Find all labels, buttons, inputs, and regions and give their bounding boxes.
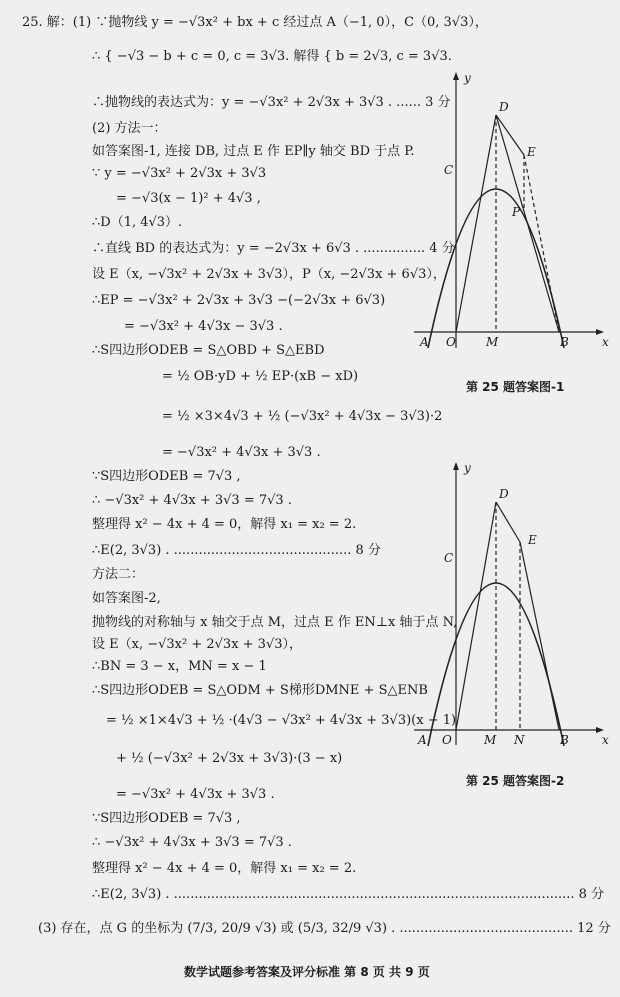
label-A: A <box>420 335 429 349</box>
label-B: B <box>560 733 569 747</box>
figure-1-caption: 第 25 题答案图-1 <box>466 380 565 394</box>
label-D: D <box>499 100 509 114</box>
solution-line: 整理得 x² − 4x + 4 = 0，解得 x₁ = x₂ = 2. <box>92 517 357 532</box>
label-E: E <box>527 145 536 159</box>
solution-line: (2) 方法一： <box>92 121 167 136</box>
label-O: O <box>446 335 456 349</box>
label-C: C <box>444 551 454 565</box>
parabola-figure-1 <box>408 70 618 352</box>
label-A: A <box>418 733 427 747</box>
label-P: P <box>512 205 521 219</box>
solution-line: 设 E（x, −√3x² + 2√3x + 3√3）， <box>92 637 303 652</box>
solution-line: ∴ { −√3 − b + c = 0, c = 3√3. 解得 { b = 2√3, c = 3√3. <box>92 49 452 64</box>
label-x: x <box>602 733 609 747</box>
label-O: O <box>442 733 452 747</box>
segment-OD <box>456 502 496 730</box>
solution-line: = ½ ×3×4√3 + ½ (−√3x² + 4√3x − 3√3)·2 <box>162 409 443 424</box>
solution-line: = −√3x² + 4√3x + 3√3 . <box>162 445 321 460</box>
figure-2-caption: 第 25 题答案图-2 <box>466 774 565 788</box>
solution-line: ∴ −√3x² + 4√3x + 3√3 = 7√3 . <box>92 493 292 508</box>
solution-line: ∵S四边形ODEB = 7√3 , <box>92 469 241 484</box>
solution-line: 设 E（x, −√3x² + 2√3x + 3√3），P（x, −2√3x + 6√3）， <box>92 267 446 282</box>
solution-line: ∵S四边形ODEB = 7√3 , <box>92 811 241 826</box>
solution-line: ∴E(2, 3√3) . ........................................... 8 分 <box>92 543 381 558</box>
label-D: D <box>499 487 509 501</box>
solution-line: ∴E(2, 3√3) . ................................................................................................. 8 分 <box>92 887 605 902</box>
label-x: x <box>602 335 609 349</box>
solution-line: 如答案图-1, 连接 DB, 过点 E 作 EP∥y 轴交 BD 于点 P. <box>92 144 415 159</box>
solution-line: 整理得 x² − 4x + 4 = 0，解得 x₁ = x₂ = 2. <box>92 861 357 876</box>
label-M: M <box>486 335 499 349</box>
y-arrow <box>453 462 459 470</box>
label-E: E <box>528 533 537 547</box>
solution-line: ∵ y = −√3x² + 2√3x + 3√3 <box>92 166 267 181</box>
label-y: y <box>464 461 471 475</box>
y-arrow <box>453 72 459 80</box>
solution-line: = ½ OB·yD + ½ EP·(xB − xD) <box>162 369 359 384</box>
solution-line: ∴抛物线的表达式为：y = −√3x² + 2√3x + 3√3 . ...... 3 分 <box>92 95 451 110</box>
solution-line: = ½ ×1×4√3 + ½ ·(4√3 − √3x² + 4√3x + 3√3)(x − 1) <box>106 713 457 728</box>
solution-line: + ½ (−√3x² + 2√3x + 3√3)·(3 − x) <box>116 751 343 766</box>
label-M: M <box>484 733 497 747</box>
solution-line: (3) 存在，点 G 的坐标为 (7/3, 20/9 √3) 或 (5/3, 32/9 √3) . .......................................... 12 分 <box>38 921 611 936</box>
solution-line: ∴S四边形ODEB = S△ODM + S梯形DMNE + S△ENB <box>92 683 428 698</box>
solution-line: ∴直线 BD 的表达式为：y = −2√3x + 6√3 . ............... 4 分 <box>92 241 455 256</box>
solution-line: = −√3x² + 4√3x − 3√3 . <box>124 319 283 334</box>
solution-line: = −√3x² + 4√3x + 3√3 . <box>116 787 275 802</box>
label-B: B <box>560 335 569 349</box>
label-y: y <box>464 71 471 85</box>
parabola-curve <box>428 189 564 348</box>
solution-line: 抛物线的对称轴与 x 轴交于点 M，过点 E 作 EN⊥x 轴于点 N, <box>92 615 458 630</box>
segment-EB <box>520 542 559 730</box>
segment-OD <box>456 115 496 332</box>
solution-line: ∴EP = −√3x² + 2√3x + 3√3 −(−2√3x + 6√3) <box>92 293 386 308</box>
label-N: N <box>514 733 525 747</box>
parabola-figure-2 <box>408 460 618 750</box>
solution-line: ∴BN = 3 − x，MN = x − 1 <box>92 659 267 674</box>
solution-line: ∴D（1, 4√3）. <box>92 215 183 230</box>
page-footer: 数学试题参考答案及评分标准 第 8 页 共 9 页 <box>184 965 430 979</box>
solution-line: 方法二： <box>92 567 145 582</box>
segment-DE <box>496 502 520 542</box>
solution-line: 25. 解：(1) ∵抛物线 y = −√3x² + bx + c 经过点 A（−1, 0），C（0, 3√3）， <box>22 15 488 30</box>
label-C: C <box>444 163 454 177</box>
segment-DE <box>496 115 524 155</box>
solution-line: 如答案图-2, <box>92 591 161 606</box>
solution-line: = −√3(x − 1)² + 4√3 , <box>116 191 261 206</box>
solution-line: ∴ −√3x² + 4√3x + 3√3 = 7√3 . <box>92 835 292 850</box>
solution-line: ∴S四边形ODEB = S△OBD + S△EBD <box>92 343 325 358</box>
